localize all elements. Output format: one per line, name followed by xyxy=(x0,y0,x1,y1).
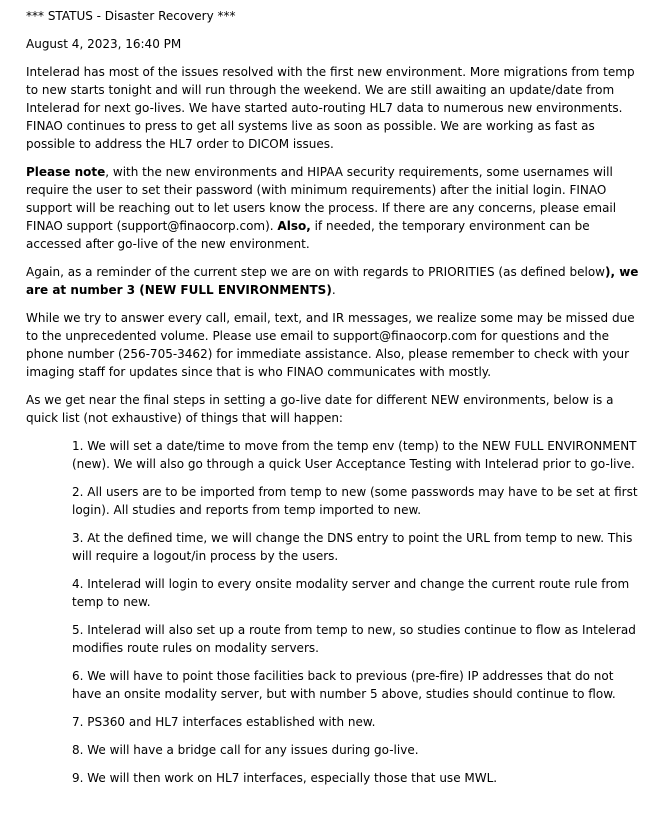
paragraph-list-intro: As we get near the final steps in setting a go-live date for different NEW environments, below is a quick list (not exhaustive) of things that will happen: xyxy=(26,393,614,425)
list-item: 3. At the defined time, we will change the DNS entry to point the URL from temp to new. This will require a logout/in process by the users. xyxy=(72,531,633,563)
priorities-text: Again, as a reminder of the current step we are on with regards to PRIORITIES (as defined below xyxy=(26,265,605,279)
paragraph-priorities xyxy=(26,263,643,299)
list-item: 8. We will have a bridge call for any issues during go-live. xyxy=(72,743,419,757)
temporary-env-text: if needed, the temporary environment can be accessed after go-live of the new environment. xyxy=(26,219,590,251)
please-note-text: , with the new environments and HIPAA security requirements, some usernames will require the user to set their password (with minimum requirements) after the initial login. FINAO support will be reaching out to let users know the process. If there are any concerns, please email FINAO support (support@finaocorp.com). xyxy=(26,165,617,233)
priorities-end: . xyxy=(331,283,336,297)
list-item: 5. Intelerad will also set up a route from temp to new, so studies continue to flow as Intelerad modifies route rules on modality servers. xyxy=(72,623,636,655)
list-item: 4. Intelerad will login to every onsite modality server and change the current route rule from temp to new. xyxy=(72,577,630,609)
also-label: Also, xyxy=(277,219,311,233)
list-item: 2. All users are to be imported from temp to new (some passwords may have to be set at first login). All studies and reports from temp imported to new. xyxy=(72,485,638,517)
list-item: 7. PS360 and HL7 interfaces established with new. xyxy=(72,715,376,729)
status-header: *** STATUS - Disaster Recovery *** xyxy=(26,9,236,23)
list-item: 6. We will have to point those facilities back to previous (pre-fire) IP addresses that do not have an onsite modality server, but with number 5 above, studies should continue to flow. xyxy=(72,669,616,701)
list-item: 9. We will then work on HL7 interfaces, especially those that use MWL. xyxy=(72,771,498,785)
priorities-current-step: ), we are at number 3 (NEW FULL ENVIRONMENTS) xyxy=(26,265,639,297)
list-item: 1. We will set a date/time to move from the temp env (temp) to the NEW FULL ENVIRONMENT (new). We will also go through a quick User Acceptance Testing with Intelerad prior to go-live. xyxy=(72,439,637,471)
status-date: August 4, 2023, 16:40 PM xyxy=(26,37,182,51)
go-live-steps-list xyxy=(72,437,643,787)
paragraph-intro: Intelerad has most of the issues resolved with the first new environment. More migrations from temp to new starts tonight and will run through the weekend. We are still awaiting an update/date from Intelerad for next go-lives. We have started auto-routing HL7 data to numerous new environments. FINAO continues to press to get all systems live as soon as possible. We are working as fast as possible to address the HL7 order to DICOM issues. xyxy=(26,65,635,151)
paragraph-please-note xyxy=(26,163,643,253)
please-note-label: Please note xyxy=(26,165,106,179)
paragraph-contact: While we try to answer every call, email, text, and IR messages, we realize some may be missed due to the unprecedented volume. Please use email to support@finaocorp.com for questions and the phone number (256-705-3462) for immediate assistance. Also, please remember to check with your imaging staff for updates since that is who FINAO communicates with mostly. xyxy=(26,311,635,379)
